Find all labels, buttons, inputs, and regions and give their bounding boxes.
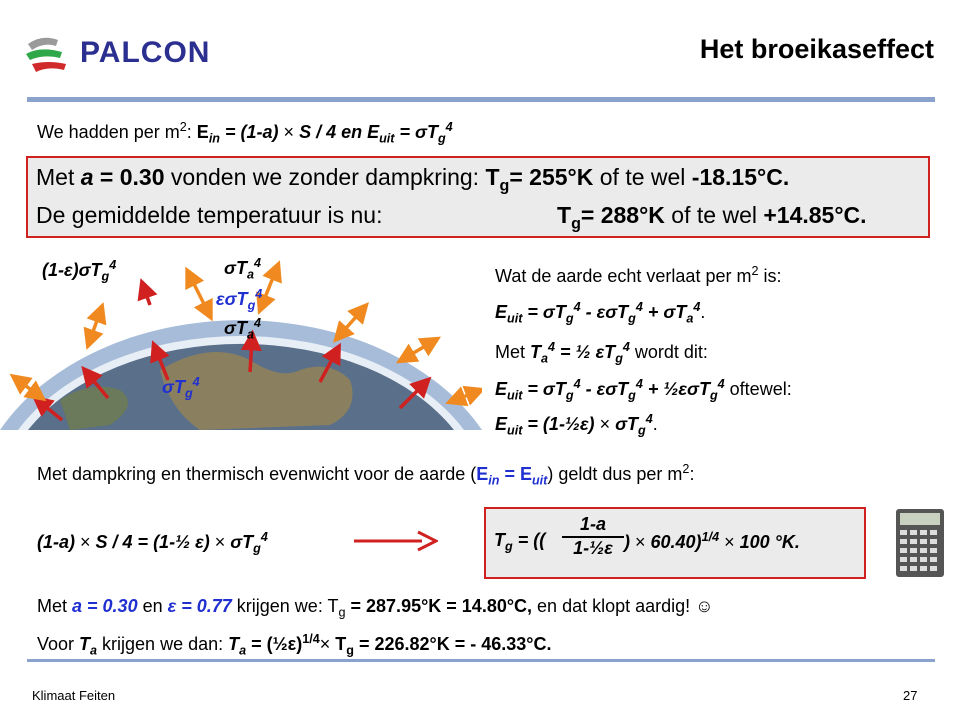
page-title: Het broeikaseffect bbox=[699, 34, 934, 64]
label-earth-emission: $\sigma T_g^4$ bbox=[162, 375, 200, 401]
box-line-2: De gemiddelde temperatuur is nu: bbox=[36, 202, 383, 228]
label-absorbed: εσT$_g^4$ bbox=[216, 287, 263, 313]
right-arrow-icon bbox=[352, 528, 438, 554]
logo-hands-icon bbox=[22, 26, 82, 82]
label-atmosphere-down: $\sigma T_a^4$ bbox=[224, 316, 261, 342]
right-line-5: $E_{uit}$ = (1-½ε) × $\sigma T_g^4$. bbox=[495, 412, 658, 438]
page-number: 27 bbox=[903, 688, 918, 703]
result-line-2: Voor $T_a$ krijgen we dan: $T_a$ = (½ε)$^{1/4}$× $T_g = 226.82^\circ K$ = - 46.33°C. bbox=[37, 632, 552, 658]
result-line-1: Met a = 0.30 en ε = 0.77 krijgen we: $T_g = 287.95^\circ K = 14.80^\circ C$, en dat klopt aardig! ☺ bbox=[37, 596, 714, 620]
box-line-1: Met a = 0.30 vonden we zonder dampkring: $T_g= 255^\circ K$ of te wel -18.15°C. bbox=[36, 164, 790, 195]
fraction-numerator: 1-a bbox=[579, 514, 606, 534]
intro-line: We hadden per $m^2$: $E_{in} = (1-a) \times S / 4$ en $E_{uit} = \sigma T_g^4$ bbox=[37, 120, 453, 146]
tg-formula-right: ) × 60.40)$^{1/4}$ × 100 °K. bbox=[624, 530, 800, 552]
top-divider bbox=[27, 97, 935, 102]
tg-fraction bbox=[562, 514, 624, 559]
right-line-1: Wat de aarde echt verlaat per $m^2$ is: bbox=[495, 264, 782, 286]
smiley-icon: ☺ bbox=[695, 596, 714, 616]
bottom-divider bbox=[27, 659, 935, 662]
balance-equation: (1-a) × S / 4 = (1-½ $\varepsilon) \times \sigma T_g^4$ bbox=[37, 530, 268, 556]
equilibrium-line: Met dampkring en thermisch evenwicht voor de aarde $(E_{in} = E_{uit})$ geldt dus per $m^2$: bbox=[37, 462, 695, 488]
tg-formula-left: $T_g$ = (( bbox=[494, 530, 546, 554]
footer-title: Klimaat Feiten bbox=[32, 688, 116, 703]
right-line-2: $E_{uit} = \sigma T_g^4 - \varepsilon\sigma T_g^4 + \sigma T_a^4$. bbox=[495, 300, 706, 326]
fraction-denominator: 1-½ε bbox=[562, 536, 624, 559]
calculator-icon bbox=[895, 508, 945, 578]
label-atmosphere-up: $\sigma T_a^4$ bbox=[224, 256, 261, 282]
right-line-3: Met $T_a^4$ = ½ $\varepsilon T_g^4$ wordt dit: bbox=[495, 340, 708, 366]
logo-text: PALCON bbox=[80, 36, 211, 69]
label-escaping-radiation: $(1-\varepsilon)\sigma T_g^4$ bbox=[42, 258, 117, 284]
box-line-2-values: $T_g= 288^\circ K$ of te wel +14.85°C. bbox=[557, 202, 867, 233]
right-line-4: $E_{uit} = \sigma T_g^4 - \varepsilon\sigma T_g^4$ + ½εσT$_g^4$ oftewel: bbox=[495, 377, 792, 403]
palcon-logo bbox=[22, 26, 232, 82]
